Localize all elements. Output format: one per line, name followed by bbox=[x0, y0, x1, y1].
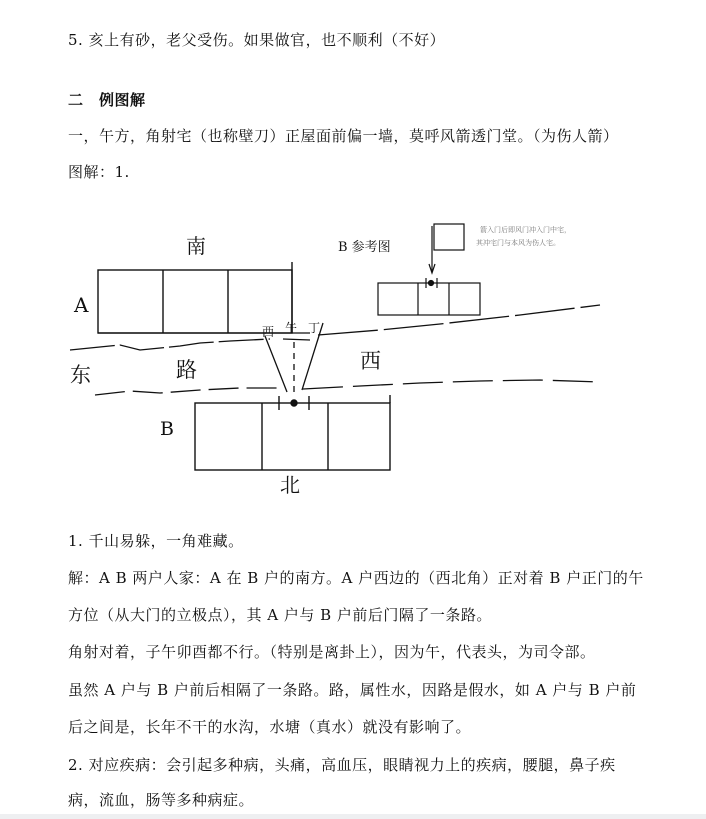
text-line: 后之间是，长年不干的水沟，水塘（真水）就没有影响了。 bbox=[68, 718, 472, 736]
text-line: 图解：1. bbox=[68, 163, 130, 181]
text-line: 一，午方，角射宅（也称壁刀）正屋面前偏一墙，莫呼风箭透门堂。（为伤人箭） bbox=[68, 127, 619, 145]
page-bottom-edge bbox=[0, 814, 706, 819]
label-dir-ding: 丁 bbox=[308, 321, 321, 335]
house-b bbox=[195, 395, 390, 470]
label-east: 东 bbox=[70, 363, 91, 387]
text-line: 虽然 A 户与 B 户前后相隔了一条路。路，属性水，因路是假水，如 A 户与 B 户前 bbox=[68, 681, 637, 699]
road bbox=[70, 305, 600, 395]
ref-title: B 参考图 bbox=[338, 240, 391, 255]
text-line: 病，流血，肠等多种病症。 bbox=[68, 791, 255, 809]
text-line: 1. 千山易躲，一角难藏。 bbox=[68, 532, 244, 550]
text-line: 2. 对应疾病：会引起多种病，头痛，高血压，眼睛视力上的疾病，腰腿，鼻子疾 bbox=[68, 756, 616, 774]
section-heading: 二 例图解 bbox=[68, 91, 146, 109]
flag-icon bbox=[429, 224, 464, 273]
label-north: 北 bbox=[280, 473, 300, 497]
label-road: 路 bbox=[176, 358, 197, 382]
text-line: 5. 亥上有砂，老父受伤。如果做官，也不顺利（不好） bbox=[68, 31, 446, 49]
label-south: 南 bbox=[186, 234, 206, 258]
ref-note: 其冲宅门与本风为伤人宅。 bbox=[476, 239, 560, 247]
ref-house bbox=[378, 278, 480, 315]
text-line: 角射对着，子午卯酉都不行。（特别是离卦上），因为午，代表头，为司令部。 bbox=[68, 643, 596, 661]
text-line: 解：A B 两户人家：A 在 B 户的南方。A 户西边的（西北角）正对着 B 户正门的午 bbox=[68, 569, 644, 587]
text-line: 方位（从大门的立极点），其 A 户与 B 户前后门隔了一条路。 bbox=[68, 606, 492, 624]
ref-note: 箭入门后即风门冲入门中宅， bbox=[480, 226, 571, 234]
label-house-a: A bbox=[74, 293, 89, 317]
label-west: 西 bbox=[360, 349, 381, 373]
label-dir-xi: 西 bbox=[262, 325, 275, 339]
label-dir-wu: 午 bbox=[285, 321, 298, 335]
house-a bbox=[98, 262, 292, 333]
label-house-b: B bbox=[160, 418, 174, 440]
